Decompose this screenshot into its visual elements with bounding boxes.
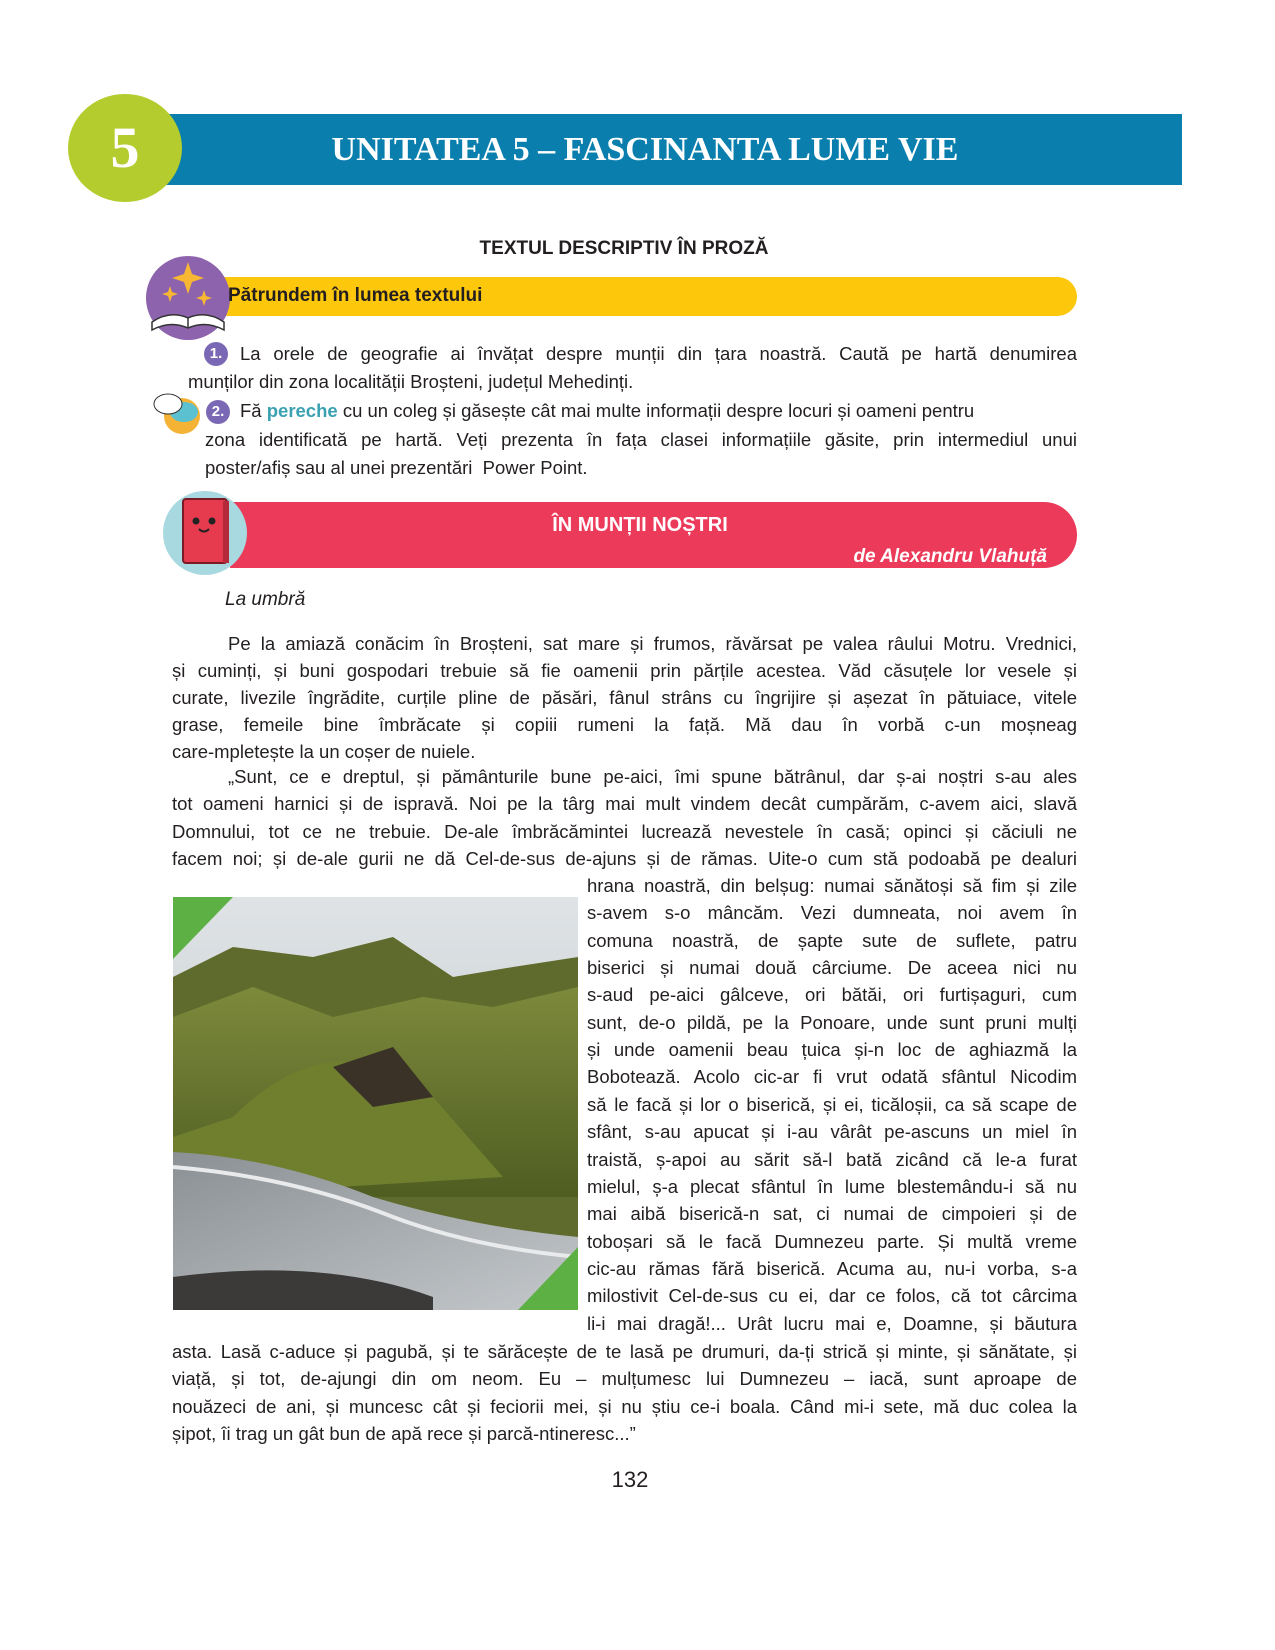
page-number: 132 — [611, 1467, 649, 1492]
text-line: Bobotează. Acolo cic-ar fi vrut odată sfântul Nicodim — [587, 1066, 1077, 1088]
section-bar-label: Pătrundem în lumea textului — [228, 285, 483, 306]
text-line: toboșari să le facă Dumnezeu parte. Și multă vreme — [587, 1230, 1077, 1252]
text-line: și cuminți, și buni gospodari trebuie să fie oamenii prin părțile acestea. Văd căsuțele lor vesele și — [172, 660, 1077, 682]
text-title: ÎN MUNȚII NOȘTRI — [552, 514, 728, 536]
text-line: s-aud pe-aici gâlceve, ori bătăi, ori furtișaguri, cum — [587, 984, 1077, 1006]
task-1-line-2: munților din zona localității Broșteni, județul Mehedinți. — [188, 371, 634, 392]
text-line: li-i mai dragă!... Urât lucru mai e, Doamne, și băutura — [587, 1312, 1077, 1334]
pair-work-clouds-icon — [152, 388, 204, 441]
task-2-text-rest: cu un coleg și găsește cât mai multe informații despre locuri și oameni pentru — [337, 400, 975, 421]
unit-number-badge: 5 — [68, 94, 182, 202]
text-line: traistă, ș-apoi au sărit să-l bată zicând că le-a furat — [587, 1148, 1077, 1170]
text-line: mielul, ș-a plecat sfântul în lume blestemându-i să nu — [587, 1175, 1077, 1197]
text-line: biserici și numai două cârciume. De aceea nici nu — [587, 957, 1077, 979]
text-line: care-mpletește la un coșer de nuiele. — [172, 741, 476, 763]
mountain-landscape-photo — [173, 897, 578, 1310]
text-line: milostivit Cel-de-sus cu ei, dar ce folos, că tot cârcima — [587, 1285, 1077, 1307]
text-line: și unde oamenii beau țuica și-n loc de aghiazmă la — [587, 1039, 1077, 1061]
task-number-1: 1. — [204, 342, 228, 366]
task-1-line-1: La orele de geografie ai învățat despre munții din țara noastră. Caută pe hartă denumirea — [240, 343, 1077, 364]
section-title: La umbră — [225, 589, 306, 610]
text-line: cic-au rămas fără biserică. Acuma au, nu-i vorba, s-a — [587, 1257, 1077, 1279]
keyword-pereche: pereche — [266, 400, 338, 421]
text-line: Pe la amiază conăcim în Broșteni, sat mare și frumos, răvărsat pe valea râului Motru. Vrednici, — [228, 633, 1077, 654]
unit-title: UNITATEA 5 – FASCINANTA LUME VIE — [331, 131, 959, 168]
text-line: facem noi; și de-ale gurii ne dă Cel-de-sus de-ajuns și de rămas. Uite-o cum stă podoabă pe dealuri — [172, 847, 1077, 869]
task-number-2: 2. — [206, 400, 230, 424]
text-line: șipot, îi trag un gât bun de apă rece și parcă-ntineresc...” — [172, 1422, 636, 1444]
lesson-subtitle: TEXTUL DESCRIPTIV ÎN PROZĂ — [479, 238, 769, 259]
text-line: curate, livezile îngrădite, curțile pline de păsări, fânul strâns cu îngrijire și așezat în pătuiace, vitele — [172, 687, 1077, 709]
task-2-line-1 — [240, 400, 1077, 422]
text-line: tot oameni harnici și de ispravă. Noi pe la târg mai mult vindem decât cumpărăm, c-avem aici, slavă — [172, 793, 1077, 815]
text-line: asta. Lasă c-aduce și pagubă, și te sărăcește de te lasă pe drumuri, da-ți strică și minte, și sănătate, și — [172, 1341, 1077, 1362]
text-line: să le facă și lor o biserică, și ei, ticăloșii, ca să scape de — [587, 1093, 1077, 1115]
text-line: sfânt, s-au apucat și i-au vârât pe-ascuns un miel în — [587, 1121, 1077, 1143]
task-2-line-2: zona identificată pe hartă. Veți prezenta în fața clasei informațiile găsite, prin intermediul unui — [205, 429, 1077, 450]
text-line: Domnului, tot ce ne trebuie. De-ale îmbrăcămintei lucrează nevestele în casă; opinci și căciuli ne — [172, 820, 1077, 842]
text-line: viață, și tot, de-ajungi din om neom. Eu – mulțumesc lui Dumnezeu – iacă, sunt aproape de — [172, 1368, 1077, 1390]
text-line: „Sunt, ce e dreptul, și pământurile bune pe-aici, îmi spune bătrânul, dar ș-ai noștri s-au ales — [228, 766, 1077, 787]
text-line: mai aibă biserică-n sat, ci numai de cimpoieri și de — [587, 1203, 1077, 1225]
text-line: grase, femeile bine îmbrăcate și copiii rumeni la față. Mă dau în vorbă c-un moșneag — [172, 714, 1077, 736]
task-2-text: Fă — [240, 400, 267, 421]
text-line: nouăzeci de ani, și muncesc cât și feciorii mei, și nu știu ce-i boala. Când mi-i sete, mă duc colea la — [172, 1395, 1077, 1417]
text-author: de Alexandru Vlahuță — [853, 546, 1047, 567]
text-line: comuna noastră, de șapte sute de suflete, patru — [587, 929, 1077, 951]
text-line: hrana noastră, din belșug: numai sănătoși să fim și zile — [587, 875, 1077, 896]
open-book-stars-icon — [146, 256, 230, 340]
text-line: sunt, de-o pildă, pe la Ponoare, unde sunt pruni mulți — [587, 1011, 1077, 1033]
text-line: s-avem s-o mâncăm. Vezi dumneata, noi avem în — [587, 902, 1077, 924]
task-2-line-3: poster/afiș sau al unei prezentări Power Point. — [205, 457, 588, 478]
